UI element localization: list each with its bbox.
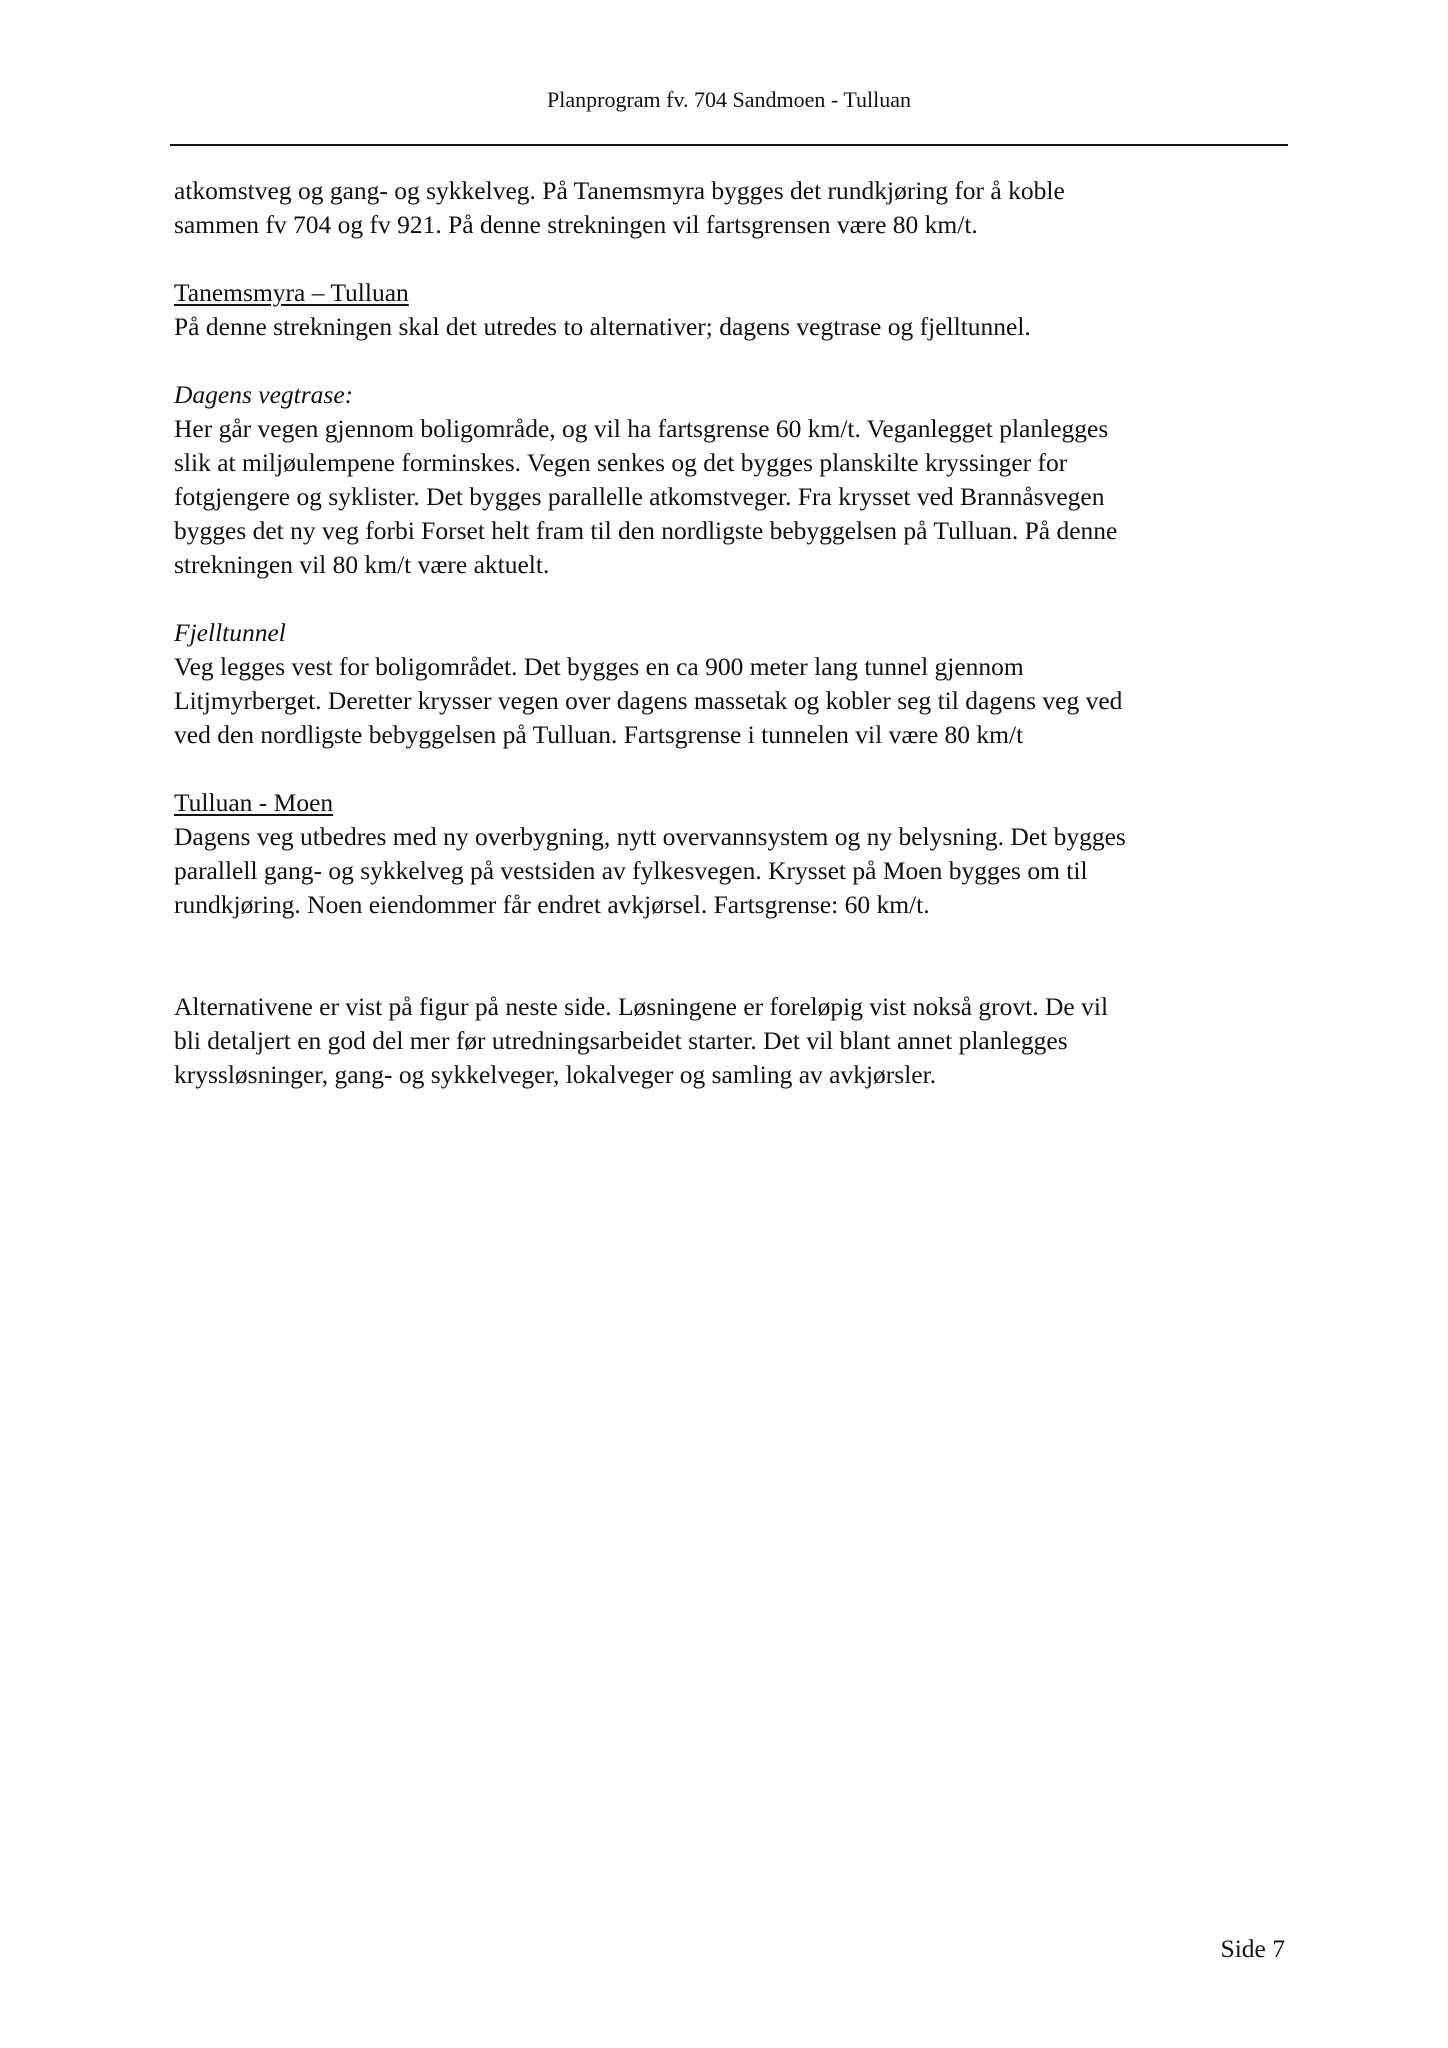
paragraph-line: rundkjøring. Noen eiendommer får endret avkjørsel. Fartsgrense: 60 km/t.: [174, 890, 930, 919]
section-heading-fjelltunnel: Fjelltunnel: [174, 618, 286, 647]
paragraph-gap: [174, 922, 1292, 990]
paragraph-line: Alternativene er vist på figur på neste side. Løsningene er foreløpig vist nokså grovt. De vil: [174, 992, 1109, 1021]
paragraph-line: parallell gang- og sykkelveg på vestsiden av fylkesvegen. Krysset på Moen bygges om til: [174, 856, 1088, 885]
section-heading-tulluan-moen: Tulluan - Moen: [174, 788, 334, 817]
intro-line: atkomstveg og gang- og sykkelveg. På Tanemsmyra bygges det rundkjøring for å koble: [174, 176, 1065, 205]
paragraph-line: bygges det ny veg forbi Forset helt fram til den nordligste bebyggelsen på Tulluan. På denne: [174, 516, 1118, 545]
paragraph-line: Her går vegen gjennom boligområde, og vil ha fartsgrense 60 km/t. Veganlegget planlegges: [174, 414, 1109, 443]
paragraph-line: Dagens veg utbedres med ny overbygning, nytt overvannsystem og ny belysning. Det bygges: [174, 822, 1126, 851]
paragraph-gap: [174, 344, 1292, 378]
section-heading-dagens-vegtrase: Dagens vegtrase:: [174, 380, 354, 409]
paragraph-line: strekningen vil 80 km/t være aktuelt.: [174, 550, 550, 579]
intro-line: sammen fv 704 og fv 921. På denne strekningen vil fartsgrensen være 80 km/t.: [174, 210, 978, 239]
paragraph-line: Litjmyrberget. Deretter krysser vegen over dagens massetak og kobler seg til dagens veg ved: [174, 686, 1123, 715]
paragraph-line: På denne strekningen skal det utredes to alternativer; dagens vegtrase og fjelltunnel.: [174, 312, 1031, 341]
document-body: [174, 174, 1292, 1092]
paragraph-line: ved den nordligste bebyggelsen på Tulluan. Fartsgrense i tunnelen vil være 80 km/t: [174, 720, 1024, 749]
paragraph-line: Veg legges vest for boligområdet. Det bygges en ca 900 meter lang tunnel gjennom: [174, 652, 1024, 681]
paragraph-gap: [174, 242, 1292, 276]
section-heading-tanemsmyra-tulluan: Tanemsmyra – Tulluan: [174, 278, 409, 307]
paragraph-gap: [174, 752, 1292, 786]
paragraph-line: fotgjengere og syklister. Det bygges parallelle atkomstveger. Fra krysset ved Brannåsvegen: [174, 482, 1105, 511]
header-divider: [170, 144, 1288, 146]
page-number: Side 7: [1220, 1934, 1285, 1963]
paragraph-gap: [174, 582, 1292, 616]
paragraph-line: kryssløsninger, gang- og sykkelveger, lokalveger og samling av avkjørsler.: [174, 1060, 937, 1089]
paragraph-line: bli detaljert en god del mer før utredningsarbeidet starter. Det vil blant annet planlegges: [174, 1026, 1068, 1055]
paragraph-line: slik at miljøulempene forminskes. Vegen senkes og det bygges planskilte kryssinger for: [174, 448, 1068, 477]
page-header: Planprogram fv. 704 Sandmoen - Tulluan: [547, 87, 911, 112]
